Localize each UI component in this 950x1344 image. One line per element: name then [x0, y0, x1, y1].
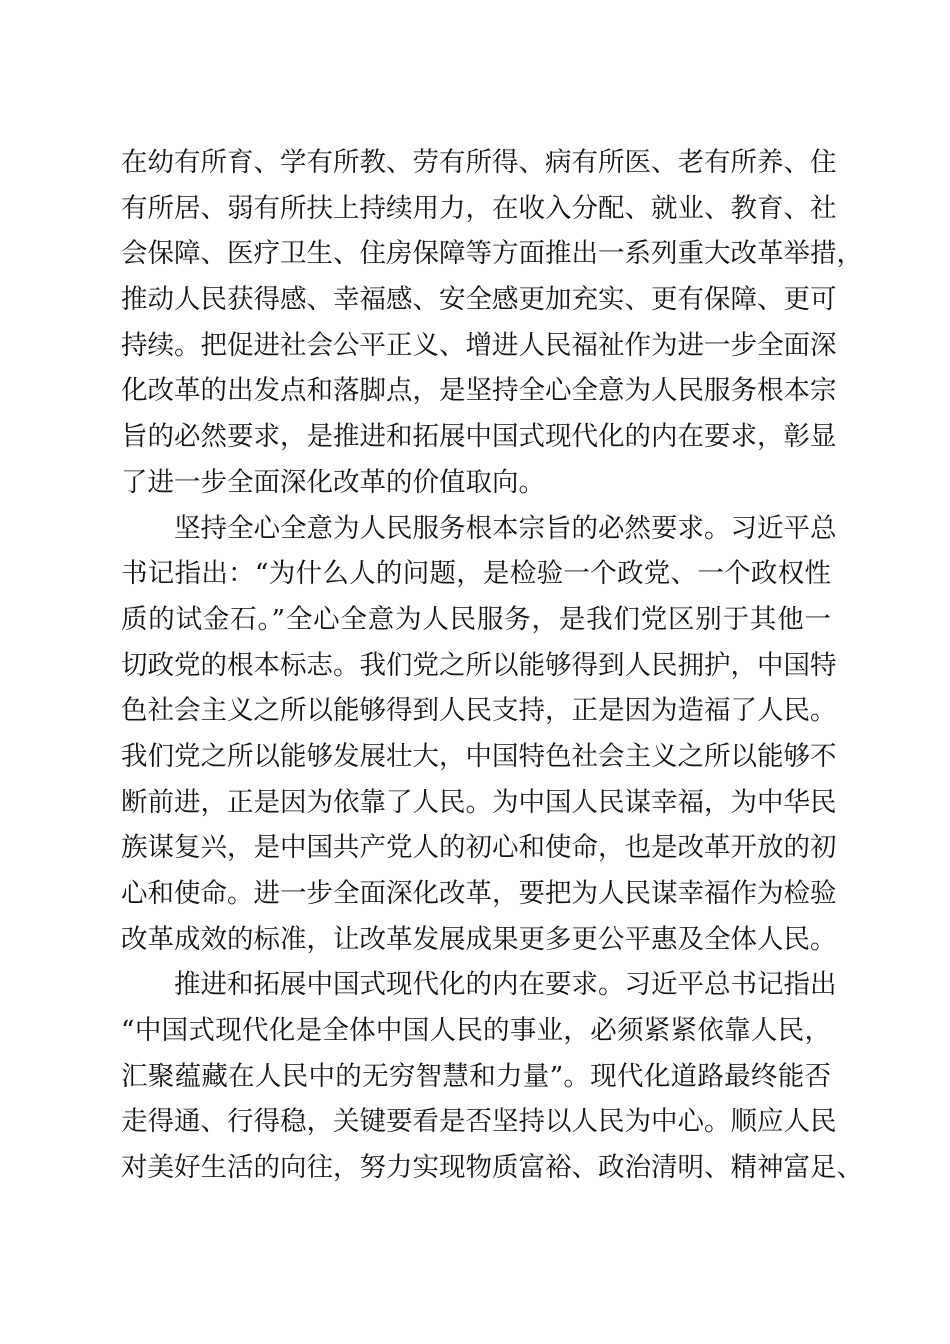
text-line: 色社会主义之所以能够得到人民支持，正是因为造福了人民。 [121, 695, 837, 727]
text-line: 断前进，正是因为依靠了人民。为中国人民谋幸福，为中华民 [121, 786, 837, 818]
text-line: 有所居、弱有所扶上持续用力，在收入分配、就业、教育、社 [121, 192, 837, 224]
text-line: 对美好生活的向往，努力实现物质富裕、政治清明、精神富足、 [121, 1152, 863, 1184]
text-line: 改革成效的标准，让改革发展成果更多更公平惠及全体人民。 [121, 923, 837, 955]
paragraph-first-line: 推进和拓展中国式现代化的内在要求。习近平总书记指出 [174, 969, 837, 1001]
text-line: 质的试金石。”全心全意为人民服务，是我们党区别于其他一 [121, 603, 831, 635]
text-line: 心和使命。进一步全面深化改革，要把为人民谋幸福作为检验 [121, 878, 837, 909]
text-line: 切政党的根本标志。我们党之所以能够得到人民拥护，中国特 [121, 649, 837, 681]
text-line: 了进一步全面深化改革的价值取向。 [121, 466, 545, 498]
text-line: 走得通、行得稳，关键要看是否坚持以人民为中心。顺应人民 [121, 1106, 837, 1138]
text-line: 旨的必然要求，是推进和拓展中国式现代化的内在要求，彰显 [121, 421, 837, 453]
text-line: 化改革的出发点和落脚点，是坚持全心全意为人民服务根本宗 [121, 375, 837, 407]
text-line: 会保障、医疗卫生、住房保障等方面推出一系列重大改革举措， [121, 238, 863, 270]
text-line: 书记指出：“为什么人的问题，是检验一个政党、一个政权性 [121, 558, 831, 590]
text-line: 持续。把促进社会公平正义、增进人民福祉作为进一步全面深 [121, 329, 837, 361]
text-line: 汇聚蕴藏在人民中的无穷智慧和力量”。现代化道路最终能否 [121, 1060, 831, 1092]
text-line: 族谋复兴，是中国共产党人的初心和使命，也是改革开放的初 [121, 832, 837, 864]
paragraph-first-line: 坚持全心全意为人民服务根本宗旨的必然要求。习近平总 [174, 512, 837, 544]
text-line: “中国式现代化是全体中国人民的事业，必须紧紧依靠人民， [121, 1015, 831, 1047]
text-line: 在幼有所育、学有所教、劳有所得、病有所医、老有所养、住 [121, 147, 837, 178]
body-text [121, 140, 863, 1191]
text-line: 推动人民获得感、幸福感、安全感更加充实、更有保障、更可 [121, 284, 837, 316]
text-line: 我们党之所以能够发展壮大，中国特色社会主义之所以能够不 [121, 740, 837, 772]
